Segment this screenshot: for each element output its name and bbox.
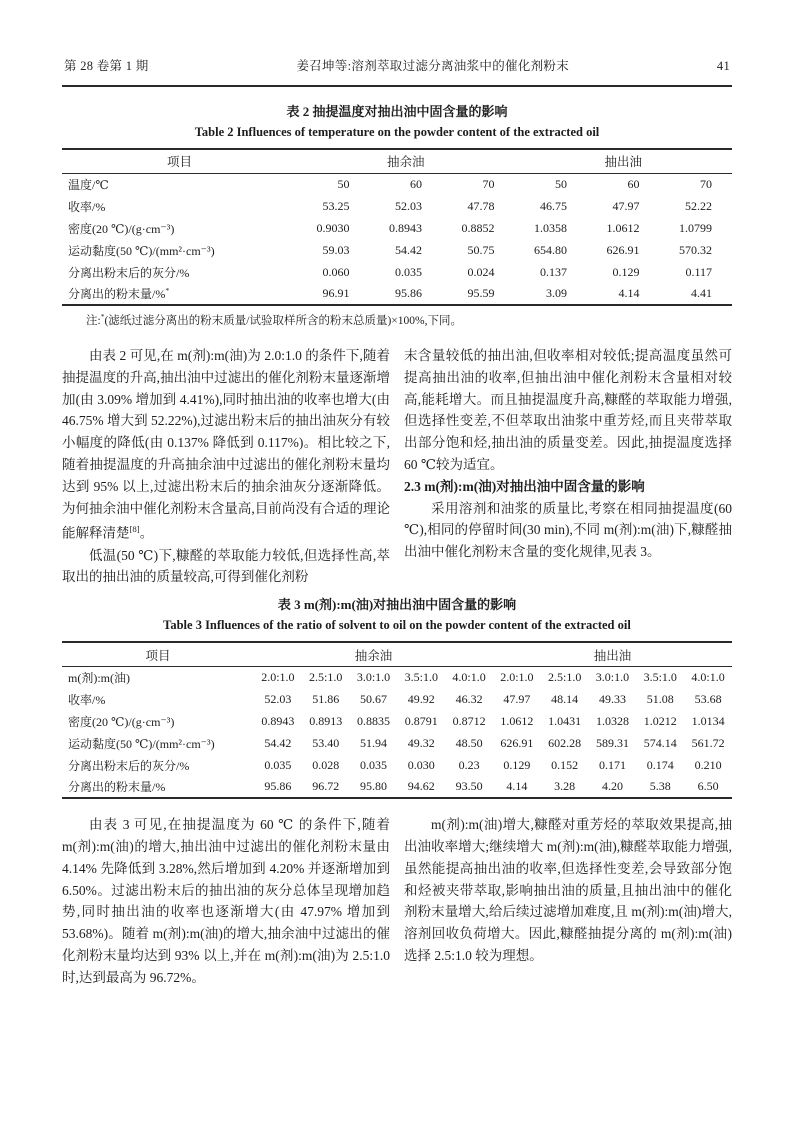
table-cell: 52.03 xyxy=(395,198,422,213)
table-cell: 2.5:1.0 xyxy=(548,670,582,685)
table-cell: 0.23 xyxy=(458,757,480,772)
left-column xyxy=(62,814,390,988)
table-row xyxy=(62,688,732,710)
table-cell: 589.31 xyxy=(595,735,629,750)
table-cell: 626.91 xyxy=(500,735,534,750)
table-cell: 0.035 xyxy=(359,757,387,772)
table-cell: 2.5:1.0 xyxy=(309,670,343,685)
page-header xyxy=(62,56,732,87)
table-row xyxy=(62,173,732,195)
footnote-marker: * xyxy=(165,286,170,295)
table-cell: 1.0358 xyxy=(534,220,567,235)
table-cell: 0.152 xyxy=(551,757,579,772)
table-row xyxy=(62,217,732,239)
table-cell: 2.0:1.0 xyxy=(261,670,295,685)
left-column xyxy=(62,345,390,588)
table-cell: 51.94 xyxy=(359,735,387,750)
table-cell: 0.035 xyxy=(395,264,422,279)
body-section-1 xyxy=(62,345,732,588)
right-column xyxy=(404,345,732,588)
table-row xyxy=(62,666,732,688)
table-cell: 53.40 xyxy=(312,735,340,750)
table2-footnote xyxy=(62,312,732,328)
table-cell: 47.97 xyxy=(503,691,531,706)
table-cell: 94.62 xyxy=(407,779,435,794)
row-label: 密度(20 ℃)/(g·cm⁻³) xyxy=(68,714,175,729)
table-cell: 53.25 xyxy=(322,198,350,213)
table-cell: 602.28 xyxy=(548,735,582,750)
row-label: 分离出的粉末量/%* xyxy=(68,286,170,301)
table-cell: 0.137 xyxy=(540,264,567,279)
table3-caption-zh: 表 3 m(剂):m(油)对抽出油中固含量的影响 xyxy=(277,597,517,613)
table-cell: 50 xyxy=(337,176,350,191)
table2-header-row xyxy=(62,149,732,173)
table-row xyxy=(62,710,732,732)
table3-header-extracted-oil: 抽出油 xyxy=(593,648,632,663)
footnote-prefix: 注: xyxy=(86,315,101,327)
page-content xyxy=(62,56,732,989)
table-row xyxy=(62,732,732,754)
table-cell: 0.210 xyxy=(694,757,722,772)
table-cell: 50.75 xyxy=(467,242,495,257)
table-cell: 0.8913 xyxy=(309,713,343,728)
table-cell: 0.171 xyxy=(598,757,626,772)
table-cell: 95.59 xyxy=(467,286,495,300)
table3-header-row xyxy=(62,642,732,666)
table3-caption-en: Table 3 Influences of the ratio of solvent to oil on the powder content of the extracted oil xyxy=(163,618,631,633)
table-row xyxy=(62,283,732,305)
table-cell: 4.20 xyxy=(601,779,623,794)
table-cell: 47.97 xyxy=(612,198,640,213)
table-cell: 0.8791 xyxy=(404,713,438,728)
row-label: 运动黏度(50 ℃)/(mm²·cm⁻³) xyxy=(68,243,215,258)
paragraph-text: 由表 2 可见,在 m(剂):m(油)为 2.0:1.0 的条件下,随着抽提温度的升高,抽出油中过滤出的催化剂粉末量逐渐增加(由 3.09% 增加到 4.41%),同时抽出油的收率也增大(由 46.75% 增大到 52.22%),过滤出粉末后的抽出油灰分有较小幅度的降低(由 0.137% 降低到 0.117%)。相比较之下,随着抽提温度的升高抽余油中过滤出的催化剂粉末量均达到 95% 以上,过滤出粉末后的抽余油灰分逐渐降低。为何抽余油中催化剂粉末含量高,目前尚没有合适的理论能解释清楚 xyxy=(62,348,390,541)
paragraph: 末含量较低的抽出油,但收率相对较低;提高温度虽然可提高抽出油的收率,但抽出油中催化剂粉末含量相对较高,能耗增大。而且抽提温度升高,糠醛的萃取能力增强,但选择性变差,不但萃取出油浆中重芳烃,而且夹带萃取出部分饱和烃,抽出油的质量变差。因此,抽提温度选择 60 ℃较为适宜。 xyxy=(404,348,732,472)
table-cell: 3.28 xyxy=(554,779,576,794)
row-label: 分离出粉末后的灰分/% xyxy=(68,758,190,773)
table-cell: 4.14 xyxy=(618,286,640,300)
table2-header-raffinate-oil: 抽余油 xyxy=(386,155,425,170)
table-cell: 0.8835 xyxy=(356,713,390,728)
table-cell: 96.72 xyxy=(312,779,340,794)
table3-header-raffinate-oil: 抽余油 xyxy=(354,648,393,663)
row-label: 收率/% xyxy=(68,199,106,214)
table-row xyxy=(62,195,732,217)
table-cell: 48.14 xyxy=(551,691,579,706)
table-row xyxy=(62,776,732,798)
page-number: 41 xyxy=(716,59,730,73)
table-cell: 4.41 xyxy=(691,286,712,300)
table-cell: 1.0328 xyxy=(595,713,629,728)
table-cell: 0.8943 xyxy=(261,713,295,728)
table-cell: 4.0:1.0 xyxy=(691,670,725,685)
table-cell: 1.0612 xyxy=(606,220,640,235)
table-cell: 3.5:1.0 xyxy=(404,670,438,685)
table-cell: 0.174 xyxy=(646,757,674,772)
table-cell: 52.22 xyxy=(685,198,712,213)
table-cell: 0.030 xyxy=(407,757,435,772)
row-label: 密度(20 ℃)/(g·cm⁻³) xyxy=(68,221,175,236)
table2 xyxy=(62,148,732,306)
footnote-marker: * xyxy=(100,312,105,322)
footnote-text: (滤纸过滤分离出的粉末质量/试验取样所含的粉末总质量)×100%,下同。 xyxy=(104,315,462,327)
table-cell: 0.060 xyxy=(322,264,350,279)
row-label: 收率/% xyxy=(68,692,106,707)
table2-header-item: 项目 xyxy=(166,155,192,170)
table-cell: 2.0:1.0 xyxy=(500,670,534,685)
paragraph: 低温(50 ℃)下,糠醛的萃取能力较低,但选择性高,萃取出的抽出油的质量较高,可得到催化剂粉 xyxy=(62,547,390,585)
table-cell: 49.32 xyxy=(407,735,435,750)
table-cell: 3.09 xyxy=(546,286,567,300)
table-cell: 1.0799 xyxy=(679,220,712,235)
table2-caption-en: Table 2 Influences of temperature on the powder content of the extracted oil xyxy=(194,125,600,139)
table-cell: 59.03 xyxy=(322,242,350,257)
table-cell: 0.8943 xyxy=(389,220,422,235)
table-cell: 3.0:1.0 xyxy=(356,670,391,685)
table-cell: 47.78 xyxy=(467,198,495,213)
table-cell: 95.80 xyxy=(359,779,387,794)
table-cell: 1.0431 xyxy=(548,713,582,728)
table-cell: 95.86 xyxy=(395,286,422,300)
table-cell: 50.67 xyxy=(359,691,387,706)
table-cell: 70 xyxy=(700,176,712,191)
table-cell: 70 xyxy=(482,176,495,191)
paragraph xyxy=(62,345,390,545)
running-title: 姜召坤等:溶剂萃取过滤分离油浆中的催化剂粉末 xyxy=(296,59,570,73)
table-cell: 5.38 xyxy=(649,779,671,794)
section-heading-2-3: 2.3 m(剂):m(油)对抽出油中固含量的影响 xyxy=(404,478,645,494)
table-cell: 48.50 xyxy=(455,735,483,750)
row-label: 温度/℃ xyxy=(68,177,109,192)
table-cell: 4.14 xyxy=(506,779,528,794)
table-cell: 0.8852 xyxy=(461,220,495,235)
table-cell: 52.03 xyxy=(264,691,292,706)
table-cell: 654.80 xyxy=(534,242,567,257)
table-cell: 1.0212 xyxy=(643,713,677,728)
table-cell: 574.14 xyxy=(643,735,677,750)
table-cell: 54.42 xyxy=(264,735,292,750)
table-cell: 49.92 xyxy=(407,691,435,706)
table-row xyxy=(62,754,732,776)
table-cell: 3.0:1.0 xyxy=(595,670,630,685)
table-cell: 0.028 xyxy=(312,757,340,772)
row-label: 分离出粉末后的灰分/% xyxy=(68,265,190,280)
right-column xyxy=(404,814,732,988)
table-cell: 53.68 xyxy=(694,691,722,706)
table-cell: 51.86 xyxy=(312,691,340,706)
table-cell: 626.91 xyxy=(606,242,640,257)
table-cell: 46.75 xyxy=(540,198,567,213)
table2-caption-zh: 表 2 抽提温度对抽出油中固含量的影响 xyxy=(286,104,508,119)
table-cell: 0.024 xyxy=(467,264,495,279)
table-cell: 51.08 xyxy=(646,691,674,706)
table3-header-item: 项目 xyxy=(145,648,171,663)
table-cell: 0.117 xyxy=(685,264,712,279)
table-cell: 46.32 xyxy=(455,691,483,706)
table-cell: 54.42 xyxy=(395,242,422,257)
table-cell: 4.0:1.0 xyxy=(452,670,486,685)
table-cell: 49.33 xyxy=(598,691,626,706)
table-cell: 60 xyxy=(627,176,640,191)
table-cell: 60 xyxy=(410,176,422,191)
table-cell: 50 xyxy=(555,176,567,191)
paragraph: m(剂):m(油)增大,糠醛对重芳烃的萃取效果提高,抽出油收率增大;继续增大 m(剂):m(油),糠醛萃取能力增强,虽然能提高抽出油的收率,但选择性变差,会导致部分饱和烃被夹带萃取,影响抽出油的质量,且抽出油中的催化剂粉末量增大,给后续过滤增加难度,且 m(剂):m(油)增大,溶剂回收负荷增大。因此,糠醛抽提分离的 m(剂):m(油)选择 2.5:1.0 较为理想。 xyxy=(404,817,732,964)
table-cell: 0.129 xyxy=(612,264,640,279)
table-cell: 570.32 xyxy=(679,242,712,257)
table-cell: 561.72 xyxy=(691,735,725,750)
body-section-2 xyxy=(62,814,732,988)
table-cell: 1.0134 xyxy=(691,713,725,728)
table-cell: 95.86 xyxy=(264,779,292,794)
table-cell: 93.50 xyxy=(455,779,483,794)
table-cell: 3.5:1.0 xyxy=(643,670,677,685)
table-cell: 6.50 xyxy=(697,779,719,794)
table-cell: 0.129 xyxy=(503,757,531,772)
row-label: m(剂):m(油) xyxy=(68,671,130,686)
table-row xyxy=(62,239,732,261)
journal-issue: 第 28 卷第 1 期 xyxy=(64,59,149,73)
table3 xyxy=(62,641,732,799)
table2-header-extracted-oil: 抽出油 xyxy=(604,155,642,170)
paragraph: 采用溶剂和油浆的质量比,考察在相同抽提温度(60 ℃),相同的停留时间(30 min),不同 m(剂):m(油)下,糠醛抽出油中催化剂粉末含量的变化规律,见表 3。 xyxy=(404,500,732,560)
citation-ref: [8] xyxy=(129,524,140,535)
table-cell: 0.8712 xyxy=(452,713,486,728)
row-label: 运动黏度(50 ℃)/(mm²·cm⁻³) xyxy=(68,736,215,751)
table-cell: 1.0612 xyxy=(500,713,534,728)
table-cell: 96.91 xyxy=(322,286,350,300)
paragraph-text: 。 xyxy=(139,525,154,541)
table-row xyxy=(62,261,732,283)
table-cell: 0.035 xyxy=(264,757,292,772)
table-cell: 0.9030 xyxy=(316,220,350,235)
row-label: 分离出的粉末量/% xyxy=(68,780,166,795)
paragraph: 由表 3 可见,在抽提温度为 60 ℃ 的条件下,随着 m(剂):m(油)的增大,抽出油中过滤出的催化剂粉末量由 4.14% 先降低到 3.28%,然后增加到 4.20% 并逐渐增加到 6.50%。过滤出粉末后的抽出油的灰分总体呈现增加趋势,同时抽出油的收率也逐渐增大(由 47.97% 增加到 53.68%)。随着 m(剂):m(油)的增大,抽余油中过滤出的催化剂粉末量均达到 93% 以上,并在 m(剂):m(油)为 2.5:1.0 时,达到最高为 96.72%。 xyxy=(62,817,390,985)
